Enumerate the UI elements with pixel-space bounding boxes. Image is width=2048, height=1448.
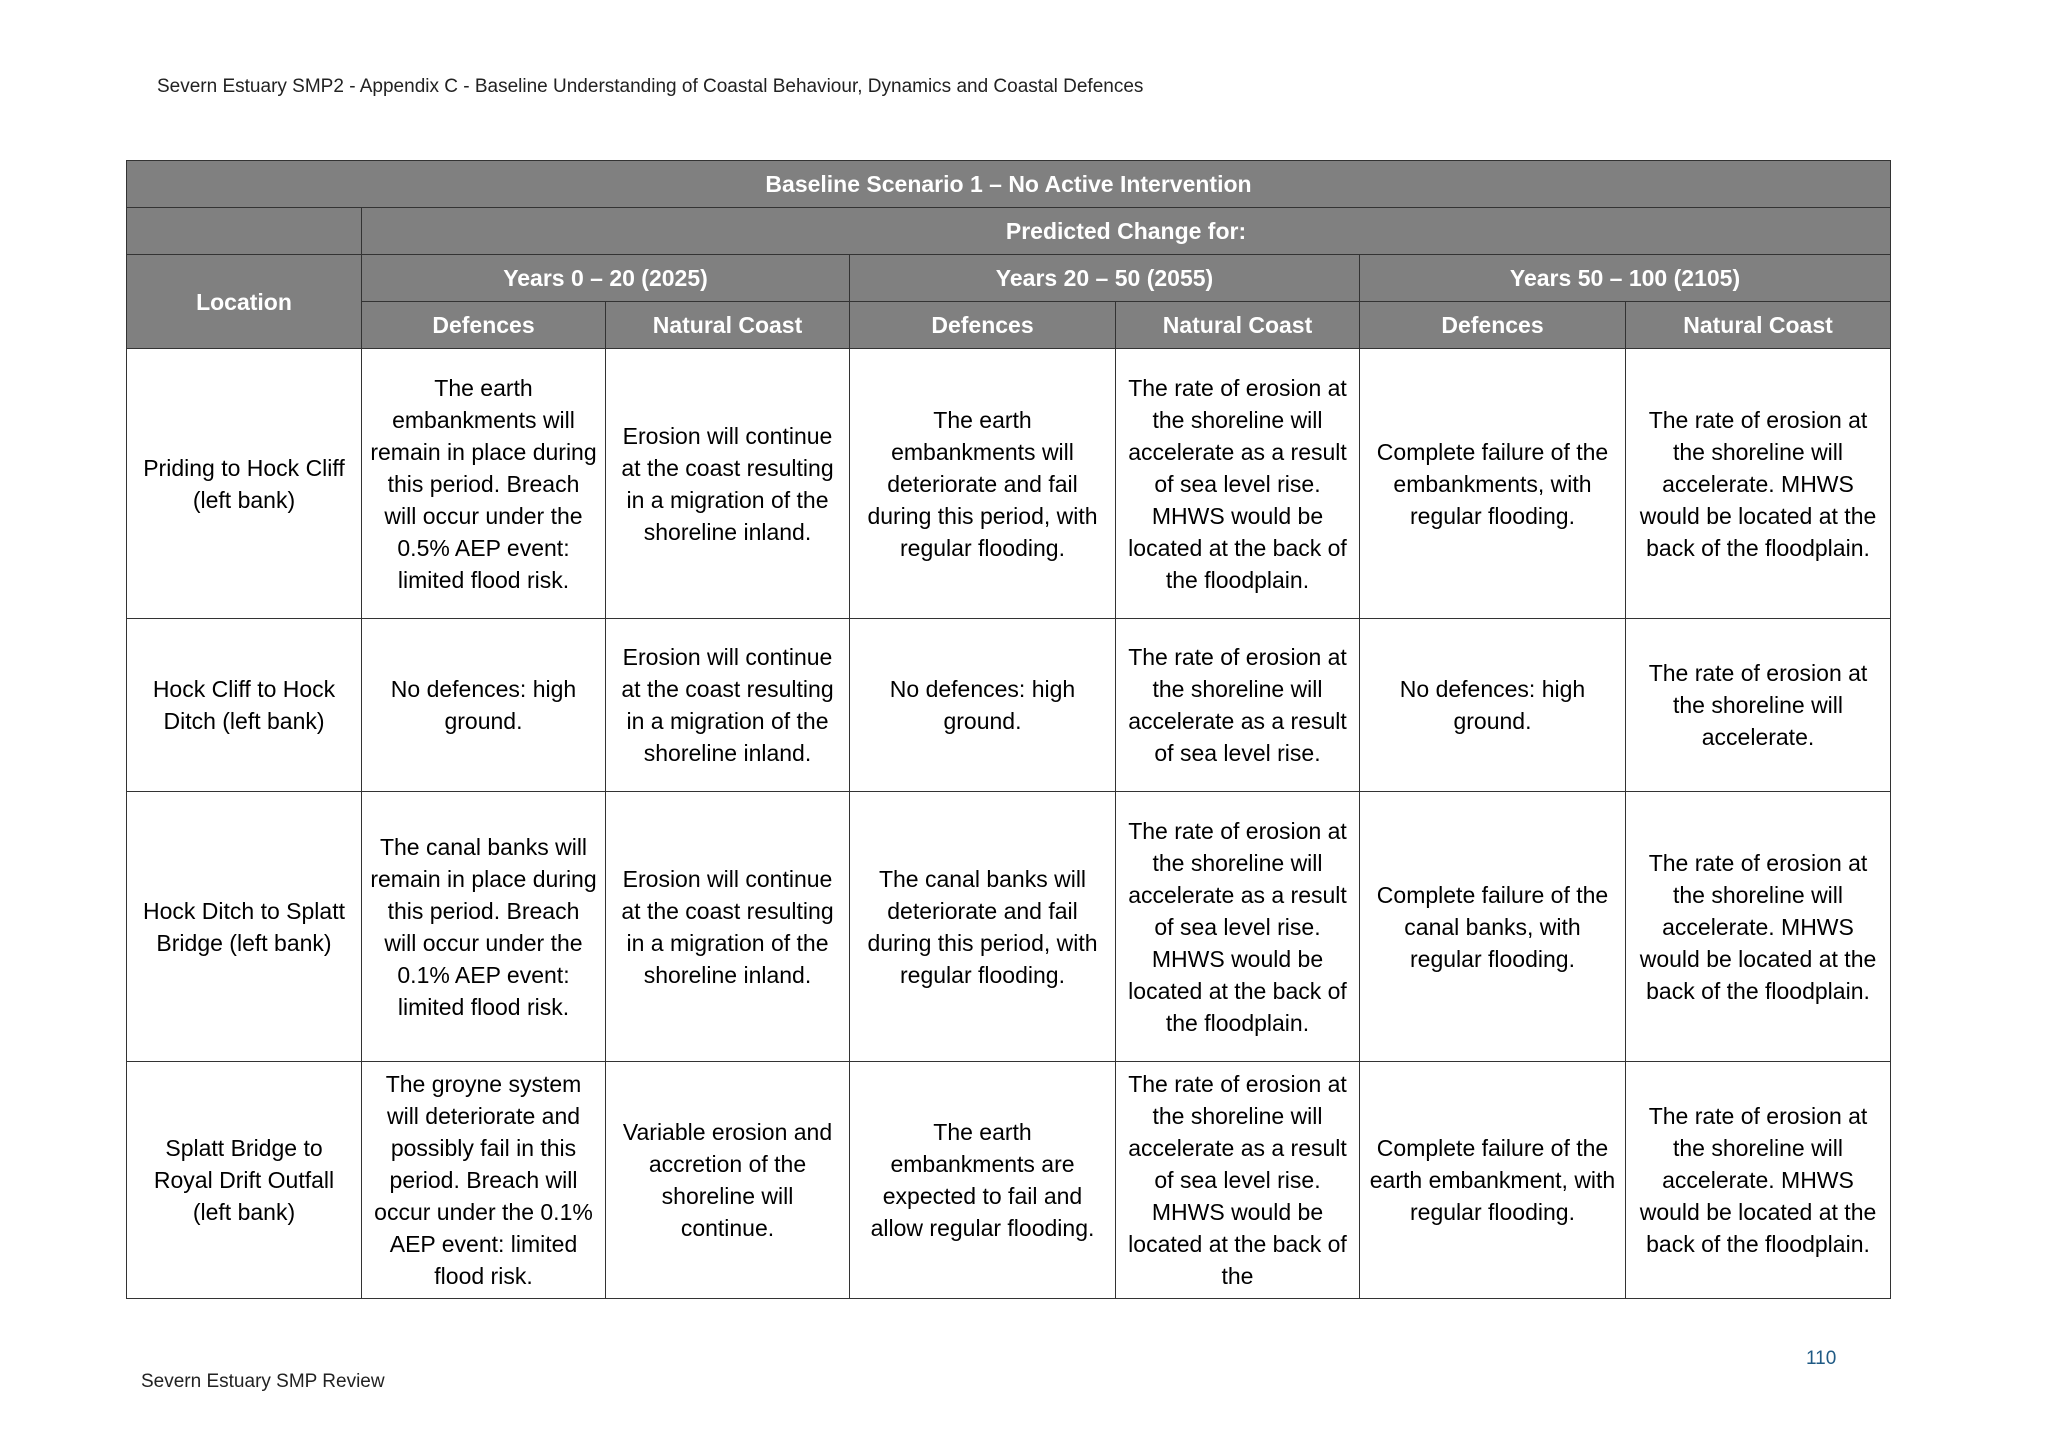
period-header: Years 0 – 20 (2025)	[362, 255, 850, 302]
column-header-natural-coast: Natural Coast	[1116, 302, 1360, 349]
table-cell: The rate of erosion at the shoreline will accelerate as a result of sea level rise.	[1116, 619, 1360, 792]
table-cell: The groyne system will deteriorate and possibly fail in this period. Breach will occur under the 0.1% AEP event: limited flood risk.	[362, 1062, 606, 1299]
table-row	[127, 1062, 1891, 1299]
table-cell: The rate of erosion at the shoreline will accelerate as a result of sea level rise. MHWS would be located at the back of the	[1116, 1062, 1360, 1299]
table-cell: The rate of erosion at the shoreline will accelerate. MHWS would be located at the back of the floodplain.	[1626, 792, 1891, 1062]
table-cell: The rate of erosion at the shoreline will accelerate as a result of sea level rise. MHWS would be located at the back of the floodplain.	[1116, 349, 1360, 619]
table-row	[127, 619, 1891, 792]
table-cell: No defences: high ground.	[850, 619, 1116, 792]
column-header-natural-coast: Natural Coast	[606, 302, 850, 349]
period-header: Years 20 – 50 (2055)	[850, 255, 1360, 302]
location-cell: Splatt Bridge to Royal Drift Outfall (left bank)	[127, 1062, 362, 1299]
table-cell: The earth embankments will deteriorate and fail during this period, with regular flooding.	[850, 349, 1116, 619]
running-footer: Severn Estuary SMP Review	[141, 1371, 385, 1392]
column-header-natural-coast: Natural Coast	[1626, 302, 1891, 349]
table-cell: No defences: high ground.	[362, 619, 606, 792]
table-cell: The earth embankments are expected to fail and allow regular flooding.	[850, 1062, 1116, 1299]
table-cell: Erosion will continue at the coast resulting in a migration of the shoreline inland.	[606, 792, 850, 1062]
table-cell: The canal banks will deteriorate and fail during this period, with regular flooding.	[850, 792, 1116, 1062]
baseline-scenario-table	[126, 160, 1891, 1299]
column-header-defences: Defences	[1360, 302, 1626, 349]
table-cell: Erosion will continue at the coast resulting in a migration of the shoreline inland.	[606, 349, 850, 619]
table-cell: The rate of erosion at the shoreline will accelerate. MHWS would be located at the back of the floodplain.	[1626, 349, 1891, 619]
table-cell: The rate of erosion at the shoreline will accelerate. MHWS would be located at the back of the floodplain.	[1626, 1062, 1891, 1299]
table-row	[127, 349, 1891, 619]
table-cell: No defences: high ground.	[1360, 619, 1626, 792]
page-number: 110	[1806, 1348, 1837, 1369]
predicted-change-header: Predicted Change for:	[362, 208, 1891, 255]
table-cell: Complete failure of the earth embankment, with regular flooding.	[1360, 1062, 1626, 1299]
table-cell: Complete failure of the embankments, with regular flooding.	[1360, 349, 1626, 619]
table-cell: The rate of erosion at the shoreline will accelerate.	[1626, 619, 1891, 792]
header-blank-cell	[127, 208, 362, 255]
location-cell: Priding to Hock Cliff (left bank)	[127, 349, 362, 619]
table-cell: Erosion will continue at the coast resulting in a migration of the shoreline inland.	[606, 619, 850, 792]
table-cell: The canal banks will remain in place during this period. Breach will occur under the 0.1% AEP event: limited flood risk.	[362, 792, 606, 1062]
table-title: Baseline Scenario 1 – No Active Intervention	[127, 161, 1891, 208]
running-header: Severn Estuary SMP2 - Appendix C - Baseline Understanding of Coastal Behaviour, Dynamics and Coastal Defences	[157, 76, 1144, 97]
table-cell: The rate of erosion at the shoreline will accelerate as a result of sea level rise. MHWS would be located at the back of the floodplain.	[1116, 792, 1360, 1062]
column-header-defences: Defences	[362, 302, 606, 349]
column-header-defences: Defences	[850, 302, 1116, 349]
table-cell: Variable erosion and accretion of the shoreline will continue.	[606, 1062, 850, 1299]
period-header: Years 50 – 100 (2105)	[1360, 255, 1891, 302]
location-header: Location	[127, 255, 362, 349]
location-cell: Hock Cliff to Hock Ditch (left bank)	[127, 619, 362, 792]
table-cell: Complete failure of the canal banks, with regular flooding.	[1360, 792, 1626, 1062]
location-cell: Hock Ditch to Splatt Bridge (left bank)	[127, 792, 362, 1062]
table-row	[127, 792, 1891, 1062]
table-cell: The earth embankments will remain in place during this period. Breach will occur under the 0.5% AEP event: limited flood risk.	[362, 349, 606, 619]
